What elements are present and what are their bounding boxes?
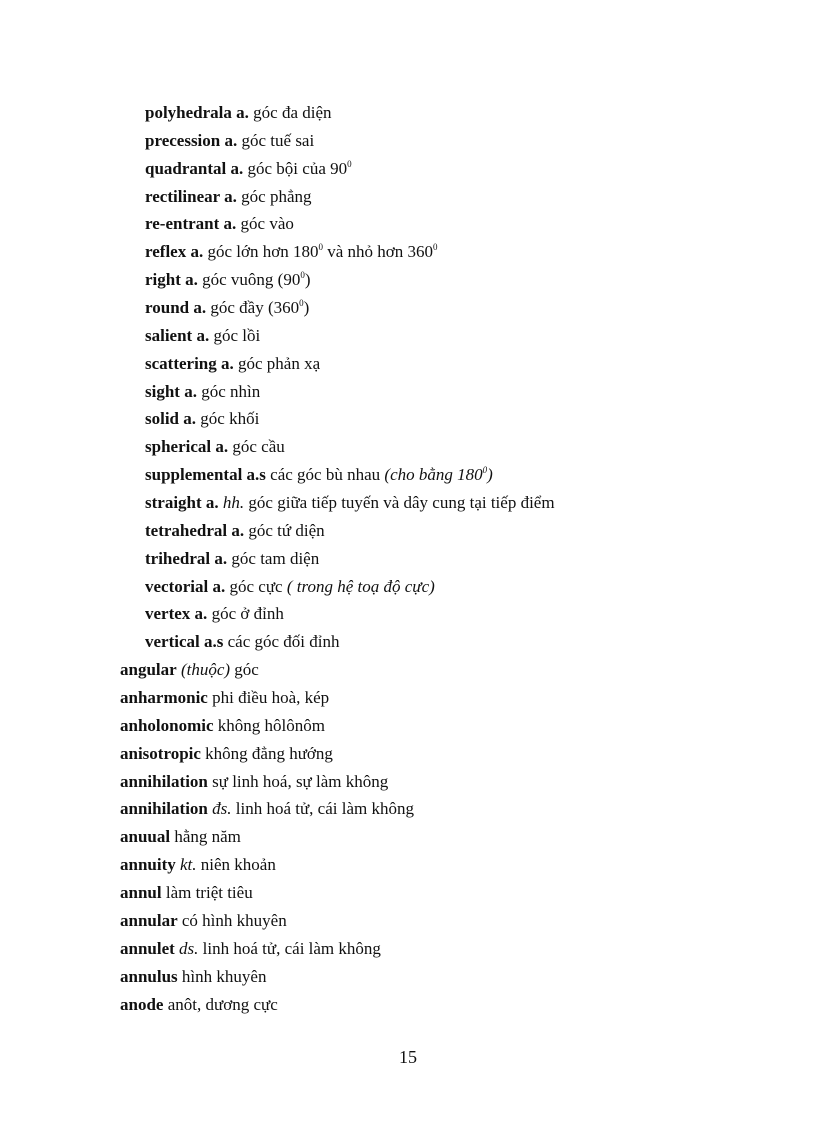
- entry-term: spherical a.: [145, 437, 229, 457]
- entry-term: trihedral a.: [145, 548, 228, 568]
- entry-note: ( trong hệ toạ độ cực): [286, 576, 435, 596]
- entry-definition: ): [303, 298, 310, 318]
- entry-term: tetrahedral a.: [145, 520, 245, 540]
- entry-definition: các góc đối đỉnh: [223, 632, 340, 652]
- entry-field-label: kt.: [175, 855, 197, 875]
- entry-definition: có hình khuyên: [177, 910, 287, 930]
- entry-definition: góc tuế sai: [237, 130, 315, 150]
- entry-term: annular: [120, 910, 178, 930]
- sub-entry: [0, 573, 816, 601]
- sub-entry: [0, 600, 816, 628]
- entry-term: anode: [120, 994, 164, 1014]
- entry-definition: góc đa diện: [248, 103, 332, 122]
- degree-superscript: 0: [299, 298, 304, 309]
- dictionary-entry: [0, 991, 816, 1019]
- entry-definition: không hôlônôm: [213, 715, 325, 735]
- sub-entry: [0, 433, 816, 461]
- entry-field-label: ds.: [174, 938, 199, 958]
- degree-superscript: 0: [482, 465, 488, 476]
- entry-term: anholonomic: [120, 715, 214, 735]
- entry-term: straight a.: [145, 493, 219, 513]
- entry-definition: niên khoản: [196, 855, 276, 875]
- entry-definition: anôt, dương cực: [163, 994, 278, 1014]
- sub-entry: [0, 628, 816, 656]
- sub-entry: [0, 350, 816, 378]
- entry-definition: hằng năm: [170, 827, 241, 847]
- entry-definition: góc phẳng: [236, 186, 312, 206]
- entry-definition: các góc bù nhau: [265, 465, 385, 485]
- entry-definition: góc bội của 90: [243, 158, 348, 178]
- entry-definition: ): [304, 270, 311, 290]
- entry-term: reflex a.: [145, 242, 204, 262]
- entry-definition: và nhỏ hơn 360: [322, 242, 434, 262]
- entry-term: vertical a.s: [145, 632, 224, 652]
- sub-entry: [0, 489, 816, 517]
- entry-note: (thuộc): [180, 660, 231, 680]
- dictionary-entry: [0, 740, 816, 768]
- entry-definition: linh hoá tử, cái làm không: [231, 799, 414, 819]
- entry-term: precession a.: [145, 130, 238, 150]
- entry-term: anharmonic: [120, 688, 208, 708]
- entry-definition: hình khuyên: [177, 966, 267, 986]
- sub-entry: [0, 266, 816, 294]
- sub-entry: [0, 294, 816, 322]
- sub-entry: [0, 405, 816, 433]
- entry-term: sight a.: [145, 381, 197, 401]
- entry-definition: góc cầu: [228, 437, 285, 457]
- entry-term: annihilation: [120, 771, 208, 791]
- dictionary-entry: [0, 963, 816, 991]
- entry-term: round a.: [145, 298, 207, 318]
- sub-entry: [0, 322, 816, 350]
- degree-superscript: 0: [433, 242, 438, 253]
- sub-entry: [0, 461, 816, 489]
- entry-term: re-entrant a.: [145, 214, 237, 234]
- sub-entry: [0, 127, 816, 155]
- entry-term: anisotropic: [120, 743, 201, 763]
- entry-term: polyhedrala a.: [145, 103, 249, 122]
- entry-definition: linh hoá tử, cái làm không: [198, 938, 381, 958]
- entry-term: vectorial a.: [145, 576, 226, 596]
- entry-field-label: đs.: [207, 799, 232, 819]
- sub-entry: [0, 99, 816, 127]
- dictionary-entry: [0, 935, 816, 963]
- entry-term: angular: [120, 660, 177, 680]
- entry-term: salient a.: [145, 325, 210, 345]
- entry-field-label: hh.: [218, 493, 245, 513]
- entry-definition: góc vào: [236, 214, 294, 234]
- entry-definition: góc phản xạ: [233, 353, 321, 373]
- dictionary-entry: [0, 823, 816, 851]
- entry-term: supplemental a.s: [145, 465, 266, 485]
- entry-definition: sự linh hoá, sự làm không: [207, 771, 389, 791]
- sub-entry: [0, 545, 816, 573]
- page-number: 15: [399, 1047, 417, 1067]
- entry-definition: góc giữa tiếp tuyến và dây cung tại tiếp điểm: [244, 493, 555, 513]
- entry-term: quadrantal a.: [145, 158, 244, 178]
- entry-term: right a.: [145, 270, 198, 290]
- dictionary-entry: [0, 795, 816, 823]
- entry-definition: góc cực: [225, 576, 287, 596]
- dictionary-entries: [0, 99, 816, 1018]
- dictionary-entry: [0, 879, 816, 907]
- entry-definition: góc tứ diện: [244, 520, 325, 540]
- entry-definition: làm triệt tiêu: [161, 883, 253, 903]
- entry-definition: góc ở đỉnh: [207, 604, 284, 624]
- dictionary-entry: [0, 684, 816, 712]
- sub-entry: [0, 517, 816, 545]
- sub-entry: [0, 378, 816, 406]
- entry-definition: không đẳng hướng: [200, 743, 333, 763]
- entry-term: vertex a.: [145, 604, 208, 624]
- sub-entry: [0, 210, 816, 238]
- entry-definition: góc nhìn: [196, 381, 261, 401]
- entry-term: rectilinear a.: [145, 186, 237, 206]
- degree-superscript: 0: [300, 270, 305, 281]
- entry-definition: góc lớn hơn 180: [203, 242, 319, 262]
- entry-term: annihilation: [120, 799, 208, 819]
- entry-term: annuity: [120, 855, 176, 875]
- entry-term: annulet: [120, 938, 175, 958]
- dictionary-entry: [0, 907, 816, 935]
- dictionary-entry: [0, 768, 816, 796]
- degree-superscript: 0: [318, 242, 323, 253]
- entry-definition: góc: [230, 660, 259, 680]
- degree-superscript: 0: [347, 158, 352, 169]
- dictionary-entry: [0, 656, 816, 684]
- entry-definition: góc lồi: [209, 325, 261, 345]
- entry-term: scattering a.: [145, 353, 234, 373]
- dictionary-entry: [0, 851, 816, 879]
- entry-note: ): [487, 465, 493, 485]
- entry-term: annul: [120, 883, 162, 903]
- dictionary-entry: [0, 712, 816, 740]
- entry-definition: góc tam diện: [227, 548, 320, 568]
- entry-term: anuual: [120, 827, 171, 847]
- sub-entry: [0, 238, 816, 266]
- entry-definition: góc đầy (360: [206, 298, 300, 318]
- sub-entry: [0, 155, 816, 183]
- entry-term: solid a.: [145, 409, 197, 429]
- entry-definition: góc khối: [196, 409, 260, 429]
- entry-note: (cho bằng 180: [384, 465, 483, 485]
- entry-term: annulus: [120, 966, 178, 986]
- entry-definition: phi điều hoà, kép: [207, 688, 330, 708]
- sub-entry: [0, 183, 816, 211]
- entry-definition: góc vuông (90: [197, 270, 301, 290]
